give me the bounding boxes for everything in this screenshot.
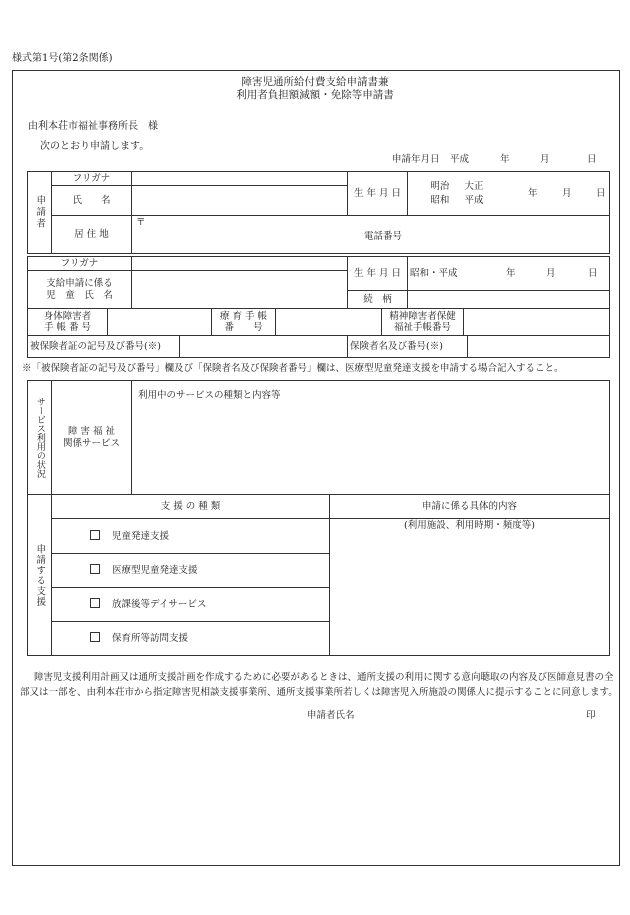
insurer-label: 保険者名及び番号(※) <box>348 336 468 358</box>
support-item-label: 医療型児童発達支援 <box>112 565 198 577</box>
support-item-child-development[interactable] <box>52 519 330 554</box>
child-name-label <box>28 271 132 309</box>
checkbox-icon[interactable] <box>90 564 100 574</box>
date-day: 日 <box>587 154 597 165</box>
support-item-label: 保育所等訪問支援 <box>112 633 189 645</box>
applicant-address-label: 居 住 地 <box>52 216 132 254</box>
physical-handbook-label-line2: 手 帳 番 号 <box>43 322 92 333</box>
child-furigana-label: フリガナ <box>28 257 132 271</box>
child-birth-label: 生 年 月 日 <box>348 257 408 291</box>
support-item-after-school-day-service[interactable] <box>52 588 330 622</box>
support-detail-subheader: (利用施設、利用時期・頻度等) <box>404 520 535 531</box>
birth-year: 年 <box>528 187 538 199</box>
form-title-line1: 障害児通所給付費支給申請書兼 <box>241 76 389 88</box>
handbook-table <box>27 308 610 336</box>
child-birth-year: 年 <box>506 267 516 279</box>
mental-handbook-label <box>382 309 464 336</box>
date-label: 申請年月日 <box>392 154 440 165</box>
service-category-label <box>52 381 132 495</box>
support-item-medical-child-development[interactable] <box>52 554 330 588</box>
physical-handbook-field[interactable] <box>108 309 212 336</box>
insurance-note: ※「被保険者証の記号及び番号」欄及び「保険者名及び保険者番号」欄は、医療型児童発達支援を申請する場合記入すること。 <box>22 363 564 374</box>
insurer-field[interactable] <box>468 336 610 358</box>
era-showa: 昭和 <box>430 194 450 206</box>
support-type-header: 支 援 の 種 類 <box>52 495 330 519</box>
date-year: 年 <box>500 154 510 165</box>
applicant-birth-label: 生 年 月 日 <box>348 172 408 216</box>
era-taisho: 大正 <box>464 180 484 192</box>
seal-mark: 印 <box>586 710 596 721</box>
ryoiku-handbook-label-line1: 療 育 手 帳 <box>219 310 268 322</box>
insurance-table <box>27 335 610 358</box>
child-table <box>27 256 610 309</box>
ryoiku-handbook-label-line2: 番 号 <box>224 322 263 333</box>
service-category-line1: 障 害 福 祉 <box>67 426 116 438</box>
child-name-label-line1: 支給申請に係る <box>46 278 113 290</box>
applicant-address-field[interactable] <box>132 216 610 254</box>
applicant-furigana-label: フリガナ <box>52 172 132 186</box>
child-birth-day: 日 <box>588 267 598 279</box>
applicant-name-label: 氏 名 <box>52 186 132 216</box>
requested-support-vertical-label: 申請する支援 <box>28 495 52 656</box>
ryoiku-handbook-label <box>212 309 276 336</box>
insurance-card-field[interactable] <box>180 336 348 358</box>
child-furigana-field[interactable] <box>132 257 348 271</box>
child-relation-label: 続 柄 <box>348 291 408 309</box>
date-month: 月 <box>540 154 550 165</box>
era-meiji: 明治 <box>430 180 450 192</box>
child-name-label-line2: 児 童 氏 名 <box>46 289 113 301</box>
child-relation-field[interactable] <box>408 291 610 309</box>
support-detail-field[interactable] <box>330 519 610 656</box>
applicant-birth-field[interactable] <box>408 172 610 216</box>
phone-label: 電話番号 <box>364 231 403 242</box>
consent-text: 障害児支援利用計画又は通所支援計画を作成するために必要があるときは、通所支援の利用に関する意向聴取の内容及び医師意見書の全部又は一部を、由利本荘市から指定障害児相談支援事業所、通所支援事業所若しくは障害児入所施設の関係人に提示することに同意します。 <box>20 672 618 698</box>
applicant-vertical-label: 申請者 <box>28 172 52 254</box>
service-content-label: 利用中のサービスの種類と内容等 <box>138 390 281 401</box>
birth-month: 月 <box>562 187 572 199</box>
applicant-table <box>27 171 610 254</box>
child-name-field[interactable] <box>132 271 348 309</box>
requested-support-table <box>27 494 610 656</box>
physical-handbook-label-line1: 身体障害者 <box>43 310 92 322</box>
date-era: 平成 <box>450 154 470 165</box>
support-item-label: 放課後等デイサービス <box>112 599 207 611</box>
mental-handbook-field[interactable] <box>464 309 610 336</box>
checkbox-icon[interactable] <box>90 530 100 540</box>
service-content-field[interactable] <box>132 381 610 495</box>
mental-handbook-label-line2: 福祉手帳番号 <box>393 322 451 333</box>
insurance-card-label: 被保険者証の記号及び番号(※) <box>28 336 180 358</box>
birth-day: 日 <box>596 187 606 199</box>
support-item-label: 児童発達支援 <box>112 530 170 542</box>
checkbox-icon[interactable] <box>90 598 100 608</box>
mental-handbook-label-line1: 精神障害者保健 <box>389 310 456 322</box>
form-title-line2: 利用者負担額減額・免除等申請書 <box>236 89 394 101</box>
addressee: 由利本荘市福祉事務所長 様 <box>28 121 158 132</box>
form-number: 様式第1号(第2条関係) <box>12 53 113 64</box>
physical-handbook-label <box>28 309 108 336</box>
applicant-name-field[interactable] <box>132 186 348 216</box>
service-usage-table <box>27 380 610 495</box>
applicant-furigana-field[interactable] <box>132 172 348 186</box>
support-detail-header: 申請に係る具体的内容 <box>330 495 610 519</box>
ryoiku-handbook-field[interactable] <box>276 309 382 336</box>
postal-mark: 〒 <box>136 217 146 228</box>
child-birth-field[interactable] <box>408 257 610 291</box>
child-birth-month: 月 <box>546 267 556 279</box>
checkbox-icon[interactable] <box>90 632 100 642</box>
support-item-nursery-visit-support[interactable] <box>52 622 330 656</box>
era-heisei: 平成 <box>464 194 484 206</box>
service-category-line2: 関係サービス <box>62 437 120 449</box>
applicant-name-label: 申請者氏名 <box>307 710 355 721</box>
intro-text: 次のとおり申請します。 <box>40 141 150 152</box>
application-date <box>392 154 597 165</box>
service-usage-vertical-label: サービス利用の状況 <box>28 381 52 495</box>
child-birth-era: 昭和・平成 <box>410 267 458 279</box>
